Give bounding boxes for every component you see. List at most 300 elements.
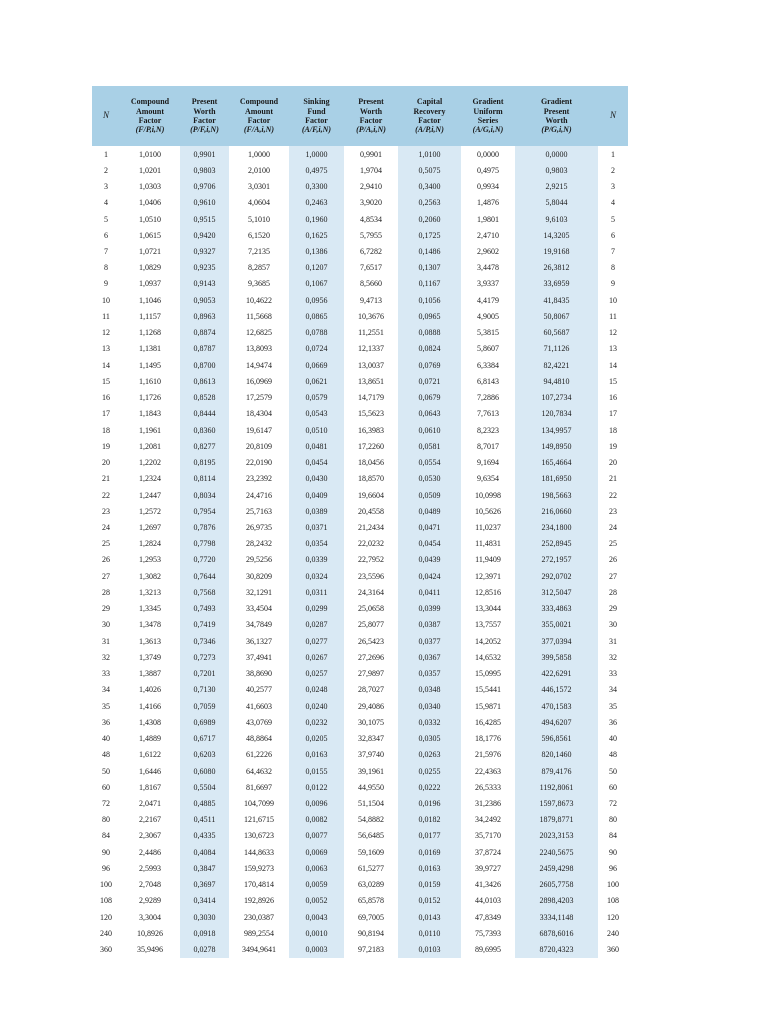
factor-value-cell: 0,7720 <box>180 552 229 568</box>
table-row <box>92 243 628 259</box>
factor-value-cell: 28,7027 <box>358 685 384 695</box>
factor-value-cell: 216,0660 <box>515 503 598 519</box>
factor-value-cell: 2898,4203 <box>515 893 598 909</box>
period-cell: 50 <box>609 766 617 776</box>
factor-value-cell: 0,0824 <box>398 341 461 357</box>
factor-value-cell: 234,1800 <box>515 519 598 535</box>
factor-value-cell: 1,0721 <box>139 247 161 257</box>
factor-value-cell: 13,8093 <box>246 344 272 354</box>
factor-value-cell: 6,7282 <box>360 247 382 257</box>
table-row <box>92 812 628 828</box>
factor-value-cell: 14,2052 <box>475 636 501 646</box>
factor-value-cell: 0,0348 <box>398 682 461 698</box>
table-body <box>92 146 628 958</box>
factor-value-cell: 32,8347 <box>358 734 384 744</box>
factor-value-cell: 1,0937 <box>139 279 161 289</box>
header-text-line: Gradient <box>472 97 504 107</box>
factor-value-cell: 181,6950 <box>515 471 598 487</box>
period-cell: 240 <box>607 928 619 938</box>
factor-value-cell: 1,0303 <box>139 182 161 192</box>
factor-value-cell: 1,3478 <box>139 620 161 630</box>
header-text-line: Present <box>358 97 384 107</box>
factor-value-cell: 399,5858 <box>515 649 598 665</box>
factor-value-cell: 0,0918 <box>180 925 229 941</box>
factor-value-cell: 120,7834 <box>515 406 598 422</box>
factor-value-cell: 25,0658 <box>358 604 384 614</box>
factor-value-cell: 1,3345 <box>139 604 161 614</box>
period-cell: 1 <box>104 149 108 159</box>
factor-value-cell: 0,0724 <box>289 341 344 357</box>
factor-value-cell: 6,8143 <box>477 376 499 386</box>
factor-value-cell: 0,0263 <box>398 747 461 763</box>
factor-value-cell: 1,2697 <box>139 523 161 532</box>
table-row <box>92 227 628 243</box>
period-cell: 11 <box>102 311 110 321</box>
factor-value-cell: 0,7644 <box>180 568 229 584</box>
factor-value-cell: 252,8945 <box>515 536 598 552</box>
header-text-line: Factor <box>193 116 216 125</box>
period-cell: 24 <box>102 523 110 532</box>
factor-value-cell: 0,9803 <box>515 162 598 178</box>
period-cell: 28 <box>609 587 617 597</box>
factor-value-cell: 292,0702 <box>515 568 598 584</box>
factor-value-cell: 0,0399 <box>398 601 461 617</box>
factor-value-cell: 1,0100 <box>139 149 161 159</box>
factor-value-cell: 0,0299 <box>289 601 344 617</box>
factor-value-cell: 0,0769 <box>398 357 461 373</box>
header-text-line: Factor <box>305 116 328 125</box>
factor-value-cell: 71,1126 <box>515 341 598 357</box>
factor-value-cell: 0,0371 <box>289 519 344 535</box>
factor-value-cell: 0,4975 <box>477 165 499 175</box>
factor-value-cell: 1,3749 <box>139 652 161 662</box>
factor-value-cell: 44,9550 <box>358 782 384 792</box>
table-row <box>92 779 628 795</box>
header-text-line: Factor <box>247 116 271 125</box>
factor-notation: (P/A,i,N) <box>356 125 386 135</box>
factor-value-cell: 24,4716 <box>246 490 272 500</box>
period-cell: 6 <box>104 230 108 240</box>
factor-value-cell: 0,7954 <box>180 503 229 519</box>
factor-value-cell: 40,2577 <box>246 685 272 695</box>
factor-value-cell: 1597,8673 <box>515 795 598 811</box>
period-cell: 23 <box>609 506 617 516</box>
factor-value-cell: 9,4713 <box>360 295 382 305</box>
factor-value-cell: 3,0301 <box>248 182 270 192</box>
period-cell: 120 <box>607 912 619 922</box>
header-text-line: Fund <box>307 106 326 116</box>
period-cell: 7 <box>611 247 615 257</box>
table-row <box>92 373 628 389</box>
table-row <box>92 601 628 617</box>
table-row <box>92 503 628 519</box>
gradient-uniform-series-header <box>461 86 515 146</box>
factor-value-cell: 0,0340 <box>398 698 461 714</box>
period-cell: 12 <box>102 328 110 338</box>
table-row <box>92 260 628 276</box>
factor-value-cell: 0,0278 <box>180 941 229 957</box>
factor-notation: (P/F,i,N) <box>190 125 219 135</box>
factor-value-cell: 14,9474 <box>246 360 272 370</box>
factor-value-cell: 0,0222 <box>398 779 461 795</box>
period-cell: 84 <box>609 831 617 841</box>
factor-value-cell: 0,0240 <box>289 698 344 714</box>
factor-value-cell: 0,9235 <box>180 260 229 276</box>
factor-value-cell: 0,7201 <box>180 666 229 682</box>
factor-value-cell: 59,1609 <box>358 847 384 857</box>
factor-notation: (P/G,i,N) <box>541 125 572 135</box>
period-cell: 100 <box>100 880 112 890</box>
factor-value-cell: 1,0100 <box>398 146 461 162</box>
factor-value-cell: 69,7005 <box>358 912 384 922</box>
period-cell: 120 <box>100 912 112 922</box>
table-row <box>92 633 628 649</box>
factor-value-cell: 1,9801 <box>477 214 499 224</box>
factor-value-cell: 0,5075 <box>398 162 461 178</box>
factor-value-cell: 0,8444 <box>180 406 229 422</box>
factor-value-cell: 97,2183 <box>358 945 384 955</box>
factor-value-cell: 2,7048 <box>139 880 161 890</box>
factor-value-cell: 2,0100 <box>248 165 270 175</box>
factor-value-cell: 26,5423 <box>358 636 384 646</box>
factor-value-cell: 10,4622 <box>246 295 272 305</box>
factor-value-cell: 0,0510 <box>289 422 344 438</box>
table-row <box>92 747 628 763</box>
table-row <box>92 325 628 341</box>
factor-value-cell: 1,4166 <box>139 701 161 711</box>
factor-value-cell: 2,9289 <box>139 896 161 906</box>
factor-value-cell: 1,6446 <box>139 766 161 776</box>
factor-value-cell: 34,2492 <box>475 815 501 825</box>
period-cell: 108 <box>100 896 112 906</box>
period-cell: 12 <box>609 328 617 338</box>
factor-value-cell: 47,8349 <box>475 912 501 922</box>
factor-value-cell: 0,8963 <box>180 308 229 324</box>
factor-value-cell: 446,1572 <box>515 682 598 698</box>
factor-notation: (A/F,i,N) <box>301 125 332 135</box>
header-row <box>92 86 628 146</box>
factor-value-cell: 25,7163 <box>246 506 272 516</box>
factor-value-cell: 17,2260 <box>358 441 384 451</box>
factor-value-cell: 13,0037 <box>358 360 384 370</box>
factor-value-cell: 0,0357 <box>398 666 461 682</box>
factor-value-cell: 0,3400 <box>398 178 461 194</box>
factor-value-cell: 0,0509 <box>398 487 461 503</box>
factor-value-cell: 0,0143 <box>398 909 461 925</box>
factor-value-cell: 1,0000 <box>248 149 270 159</box>
factor-value-cell: 3,9020 <box>360 198 382 208</box>
factor-value-cell: 3,9337 <box>477 279 499 289</box>
factor-value-cell: 39,1961 <box>358 766 384 776</box>
table-row <box>92 893 628 909</box>
factor-value-cell: 15,5441 <box>475 685 501 695</box>
factor-value-cell: 0,0169 <box>398 844 461 860</box>
factor-value-cell: 0,0610 <box>398 422 461 438</box>
factor-value-cell: 0,0439 <box>398 552 461 568</box>
factor-value-cell: 9,3685 <box>248 279 270 289</box>
factor-value-cell: 355,0021 <box>515 617 598 633</box>
table-row <box>92 909 628 925</box>
factor-value-cell: 4,8534 <box>360 214 382 224</box>
factor-value-cell: 16,3983 <box>358 425 384 435</box>
factor-value-cell: 33,4504 <box>246 604 272 614</box>
factor-value-cell: 11,9409 <box>475 555 501 565</box>
table-row <box>92 146 628 162</box>
factor-value-cell: 0,3030 <box>180 909 229 925</box>
factor-value-cell: 0,0159 <box>398 877 461 893</box>
factor-value-cell: 34,7849 <box>246 620 272 630</box>
factor-value-cell: 879,4176 <box>515 763 598 779</box>
table-row <box>92 763 628 779</box>
factor-value-cell: 2,9410 <box>360 182 382 192</box>
factor-value-cell: 10,0998 <box>475 490 501 500</box>
factor-value-cell: 14,7179 <box>358 393 384 403</box>
factor-value-cell: 0,6080 <box>180 763 229 779</box>
period-cell: 32 <box>102 652 110 662</box>
period-cell: 360 <box>100 945 112 955</box>
factor-value-cell: 0,5504 <box>180 779 229 795</box>
factor-value-cell: 1,2572 <box>139 506 161 516</box>
factor-value-cell: 0,0077 <box>289 828 344 844</box>
factor-value-cell: 31,2386 <box>475 798 501 808</box>
factor-value-cell: 0,0182 <box>398 812 461 828</box>
factor-value-cell: 37,8724 <box>475 847 501 857</box>
table-row <box>92 617 628 633</box>
factor-value-cell: 5,1010 <box>248 214 270 224</box>
period-cell: 30 <box>102 620 110 630</box>
period-cell: 40 <box>609 734 617 744</box>
factor-value-cell: 19,6604 <box>358 490 384 500</box>
period-cell: 11 <box>609 311 617 321</box>
table-row <box>92 877 628 893</box>
factor-notation: (F/A,i,N) <box>243 125 275 135</box>
factor-value-cell: 0,0865 <box>289 308 344 324</box>
factor-value-cell: 2605,7758 <box>515 877 598 893</box>
period-cell: 100 <box>607 880 619 890</box>
factor-value-cell: 0,0122 <box>289 779 344 795</box>
factor-value-cell: 2,4710 <box>477 230 499 240</box>
factor-value-cell: 0,0305 <box>398 730 461 746</box>
factor-value-cell: 1,2953 <box>139 555 161 565</box>
header-text-line: Capital <box>416 97 443 107</box>
header-text-line: Worth <box>545 116 568 125</box>
period-cell: 17 <box>102 409 110 419</box>
table-row <box>92 925 628 941</box>
period-cell: 26 <box>102 555 110 565</box>
factor-value-cell: 7,2135 <box>248 247 270 257</box>
factor-value-cell: 26,5333 <box>475 782 501 792</box>
table-row <box>92 454 628 470</box>
factor-value-cell: 1,1495 <box>139 360 161 370</box>
period-cell: 17 <box>609 409 617 419</box>
factor-value-cell: 0,1486 <box>398 243 461 259</box>
period-cell: 50 <box>102 766 110 776</box>
period-cell: 16 <box>609 393 617 403</box>
factor-value-cell: 2,9602 <box>477 247 499 257</box>
period-cell: 72 <box>102 798 110 808</box>
period-cell: 9 <box>611 279 615 289</box>
period-cell: 21 <box>102 474 110 484</box>
factor-value-cell: 10,5626 <box>475 506 501 516</box>
n-header-right <box>598 86 628 146</box>
factor-value-cell: 1,0406 <box>139 198 161 208</box>
factor-value-cell: 1,3887 <box>139 669 161 679</box>
table-row <box>92 162 628 178</box>
factor-value-cell: 0,0965 <box>398 308 461 324</box>
factor-value-cell: 0,0430 <box>289 471 344 487</box>
factor-value-cell: 22,7952 <box>358 555 384 565</box>
period-cell: 80 <box>609 815 617 825</box>
period-cell: 13 <box>102 344 110 354</box>
factor-value-cell: 1,1268 <box>139 328 161 338</box>
factor-value-cell: 41,6603 <box>246 701 272 711</box>
factor-value-cell: 0,0003 <box>289 941 344 957</box>
factor-value-cell: 26,3812 <box>515 260 598 276</box>
table-row <box>92 714 628 730</box>
period-cell: 40 <box>102 734 110 744</box>
factor-value-cell: 0,0232 <box>289 714 344 730</box>
factor-value-cell: 0,9420 <box>180 227 229 243</box>
factor-value-cell: 30,8209 <box>246 571 272 581</box>
period-cell: 1 <box>611 149 615 159</box>
factor-value-cell: 0,7130 <box>180 682 229 698</box>
factor-value-cell: 12,1337 <box>358 344 384 354</box>
factor-value-cell: 470,1583 <box>515 698 598 714</box>
factor-value-cell: 81,6697 <box>246 782 272 792</box>
period-cell: 4 <box>104 198 108 208</box>
period-cell: 2 <box>611 165 615 175</box>
table-row <box>92 292 628 308</box>
factor-value-cell: 0,0163 <box>398 860 461 876</box>
period-cell: 14 <box>609 360 617 370</box>
n-header <box>92 86 120 146</box>
period-cell: 24 <box>609 523 617 532</box>
header-text-line: Amount <box>135 106 164 116</box>
factor-value-cell: 18,0456 <box>358 458 384 468</box>
factor-value-cell: 1,9704 <box>360 165 382 175</box>
period-cell: 9 <box>104 279 108 289</box>
factor-value-cell: 61,2226 <box>246 750 272 760</box>
factor-value-cell: 1,4889 <box>139 734 161 744</box>
table-row <box>92 276 628 292</box>
factor-value-cell: 0,3847 <box>180 860 229 876</box>
factor-value-cell: 37,4941 <box>246 652 272 662</box>
factor-value-cell: 11,5668 <box>246 311 272 321</box>
factor-value-cell: 0,0311 <box>289 584 344 600</box>
factor-value-cell: 8720,4323 <box>515 941 598 957</box>
factor-value-cell: 1192,8061 <box>515 779 598 795</box>
factor-value-cell: 0,7568 <box>180 584 229 600</box>
factor-value-cell: 0,6717 <box>180 730 229 746</box>
table-row <box>92 584 628 600</box>
factor-value-cell: 22,4363 <box>475 766 501 776</box>
factor-value-cell: 107,2734 <box>515 390 598 406</box>
factor-value-cell: 1,4308 <box>139 717 161 727</box>
factor-value-cell: 0,4885 <box>180 795 229 811</box>
factor-value-cell: 90,8194 <box>358 928 384 938</box>
factor-value-cell: 0,3697 <box>180 877 229 893</box>
factor-value-cell: 0,0377 <box>398 633 461 649</box>
factor-value-cell: 0,1307 <box>398 260 461 276</box>
factor-value-cell: 0,4975 <box>289 162 344 178</box>
header-text-line: Worth <box>193 106 216 116</box>
header-text-line: N <box>102 110 109 121</box>
factor-value-cell: 0,8034 <box>180 487 229 503</box>
factor-value-cell: 3334,1148 <box>515 909 598 925</box>
factor-value-cell: 0,0152 <box>398 893 461 909</box>
factor-value-cell: 0,7493 <box>180 601 229 617</box>
factor-value-cell: 0,3300 <box>289 178 344 194</box>
period-cell: 31 <box>102 636 110 646</box>
factor-value-cell: 0,0043 <box>289 909 344 925</box>
period-cell: 28 <box>102 587 110 597</box>
factor-value-cell: 24,3164 <box>358 587 384 597</box>
factor-value-cell: 0,7798 <box>180 536 229 552</box>
factor-value-cell: 22,0232 <box>358 539 384 549</box>
table-row <box>92 487 628 503</box>
factor-value-cell: 230,0387 <box>244 912 274 922</box>
factor-value-cell: 22,0190 <box>246 458 272 468</box>
header-text-line: Compound <box>130 97 170 107</box>
period-cell: 29 <box>102 604 110 614</box>
factor-value-cell: 50,8067 <box>515 308 598 324</box>
table-row <box>92 666 628 682</box>
factor-value-cell: 0,9803 <box>180 162 229 178</box>
factor-value-cell: 0,0000 <box>477 149 499 159</box>
factor-value-cell: 149,8950 <box>515 438 598 454</box>
factor-value-cell: 15,5623 <box>358 409 384 419</box>
factor-value-cell: 75,7393 <box>475 928 501 938</box>
factor-value-cell: 10,3676 <box>358 311 384 321</box>
factor-value-cell: 0,0248 <box>289 682 344 698</box>
table-row <box>92 536 628 552</box>
factor-value-cell: 1,4026 <box>139 685 161 695</box>
period-cell: 27 <box>609 571 617 581</box>
period-cell: 48 <box>102 750 110 760</box>
period-cell: 35 <box>609 701 617 711</box>
factor-value-cell: 9,6103 <box>515 211 598 227</box>
factor-value-cell: 0,0579 <box>289 390 344 406</box>
factor-value-cell: 0,3414 <box>180 893 229 909</box>
factor-value-cell: 28,2432 <box>246 539 272 549</box>
factor-value-cell: 27,9897 <box>358 669 384 679</box>
period-cell: 18 <box>102 425 110 435</box>
factor-value-cell: 0,0621 <box>289 373 344 389</box>
factor-value-cell: 6878,6016 <box>515 925 598 941</box>
period-cell: 35 <box>102 701 110 711</box>
table-row <box>92 828 628 844</box>
factor-value-cell: 0,0424 <box>398 568 461 584</box>
factor-value-cell: 18,1776 <box>475 734 501 744</box>
factor-value-cell: 48,8864 <box>246 734 272 744</box>
period-cell: 19 <box>609 441 617 451</box>
factor-value-cell: 0,0277 <box>289 633 344 649</box>
factor-value-cell: 0,2463 <box>289 195 344 211</box>
period-cell: 7 <box>104 247 108 257</box>
factor-value-cell: 159,9273 <box>244 863 274 873</box>
factor-value-cell: 12,8516 <box>475 587 501 597</box>
factor-value-cell: 0,0110 <box>398 925 461 941</box>
factor-value-cell: 0,0454 <box>289 454 344 470</box>
factor-value-cell: 41,8435 <box>515 292 598 308</box>
table-row <box>92 438 628 454</box>
period-cell: 90 <box>102 847 110 857</box>
header-text-line: Gradient <box>540 97 573 107</box>
factor-value-cell: 130,6723 <box>244 831 274 841</box>
period-cell: 240 <box>100 928 112 938</box>
factor-value-cell: 0,1960 <box>289 211 344 227</box>
factor-value-cell: 134,9957 <box>515 422 598 438</box>
